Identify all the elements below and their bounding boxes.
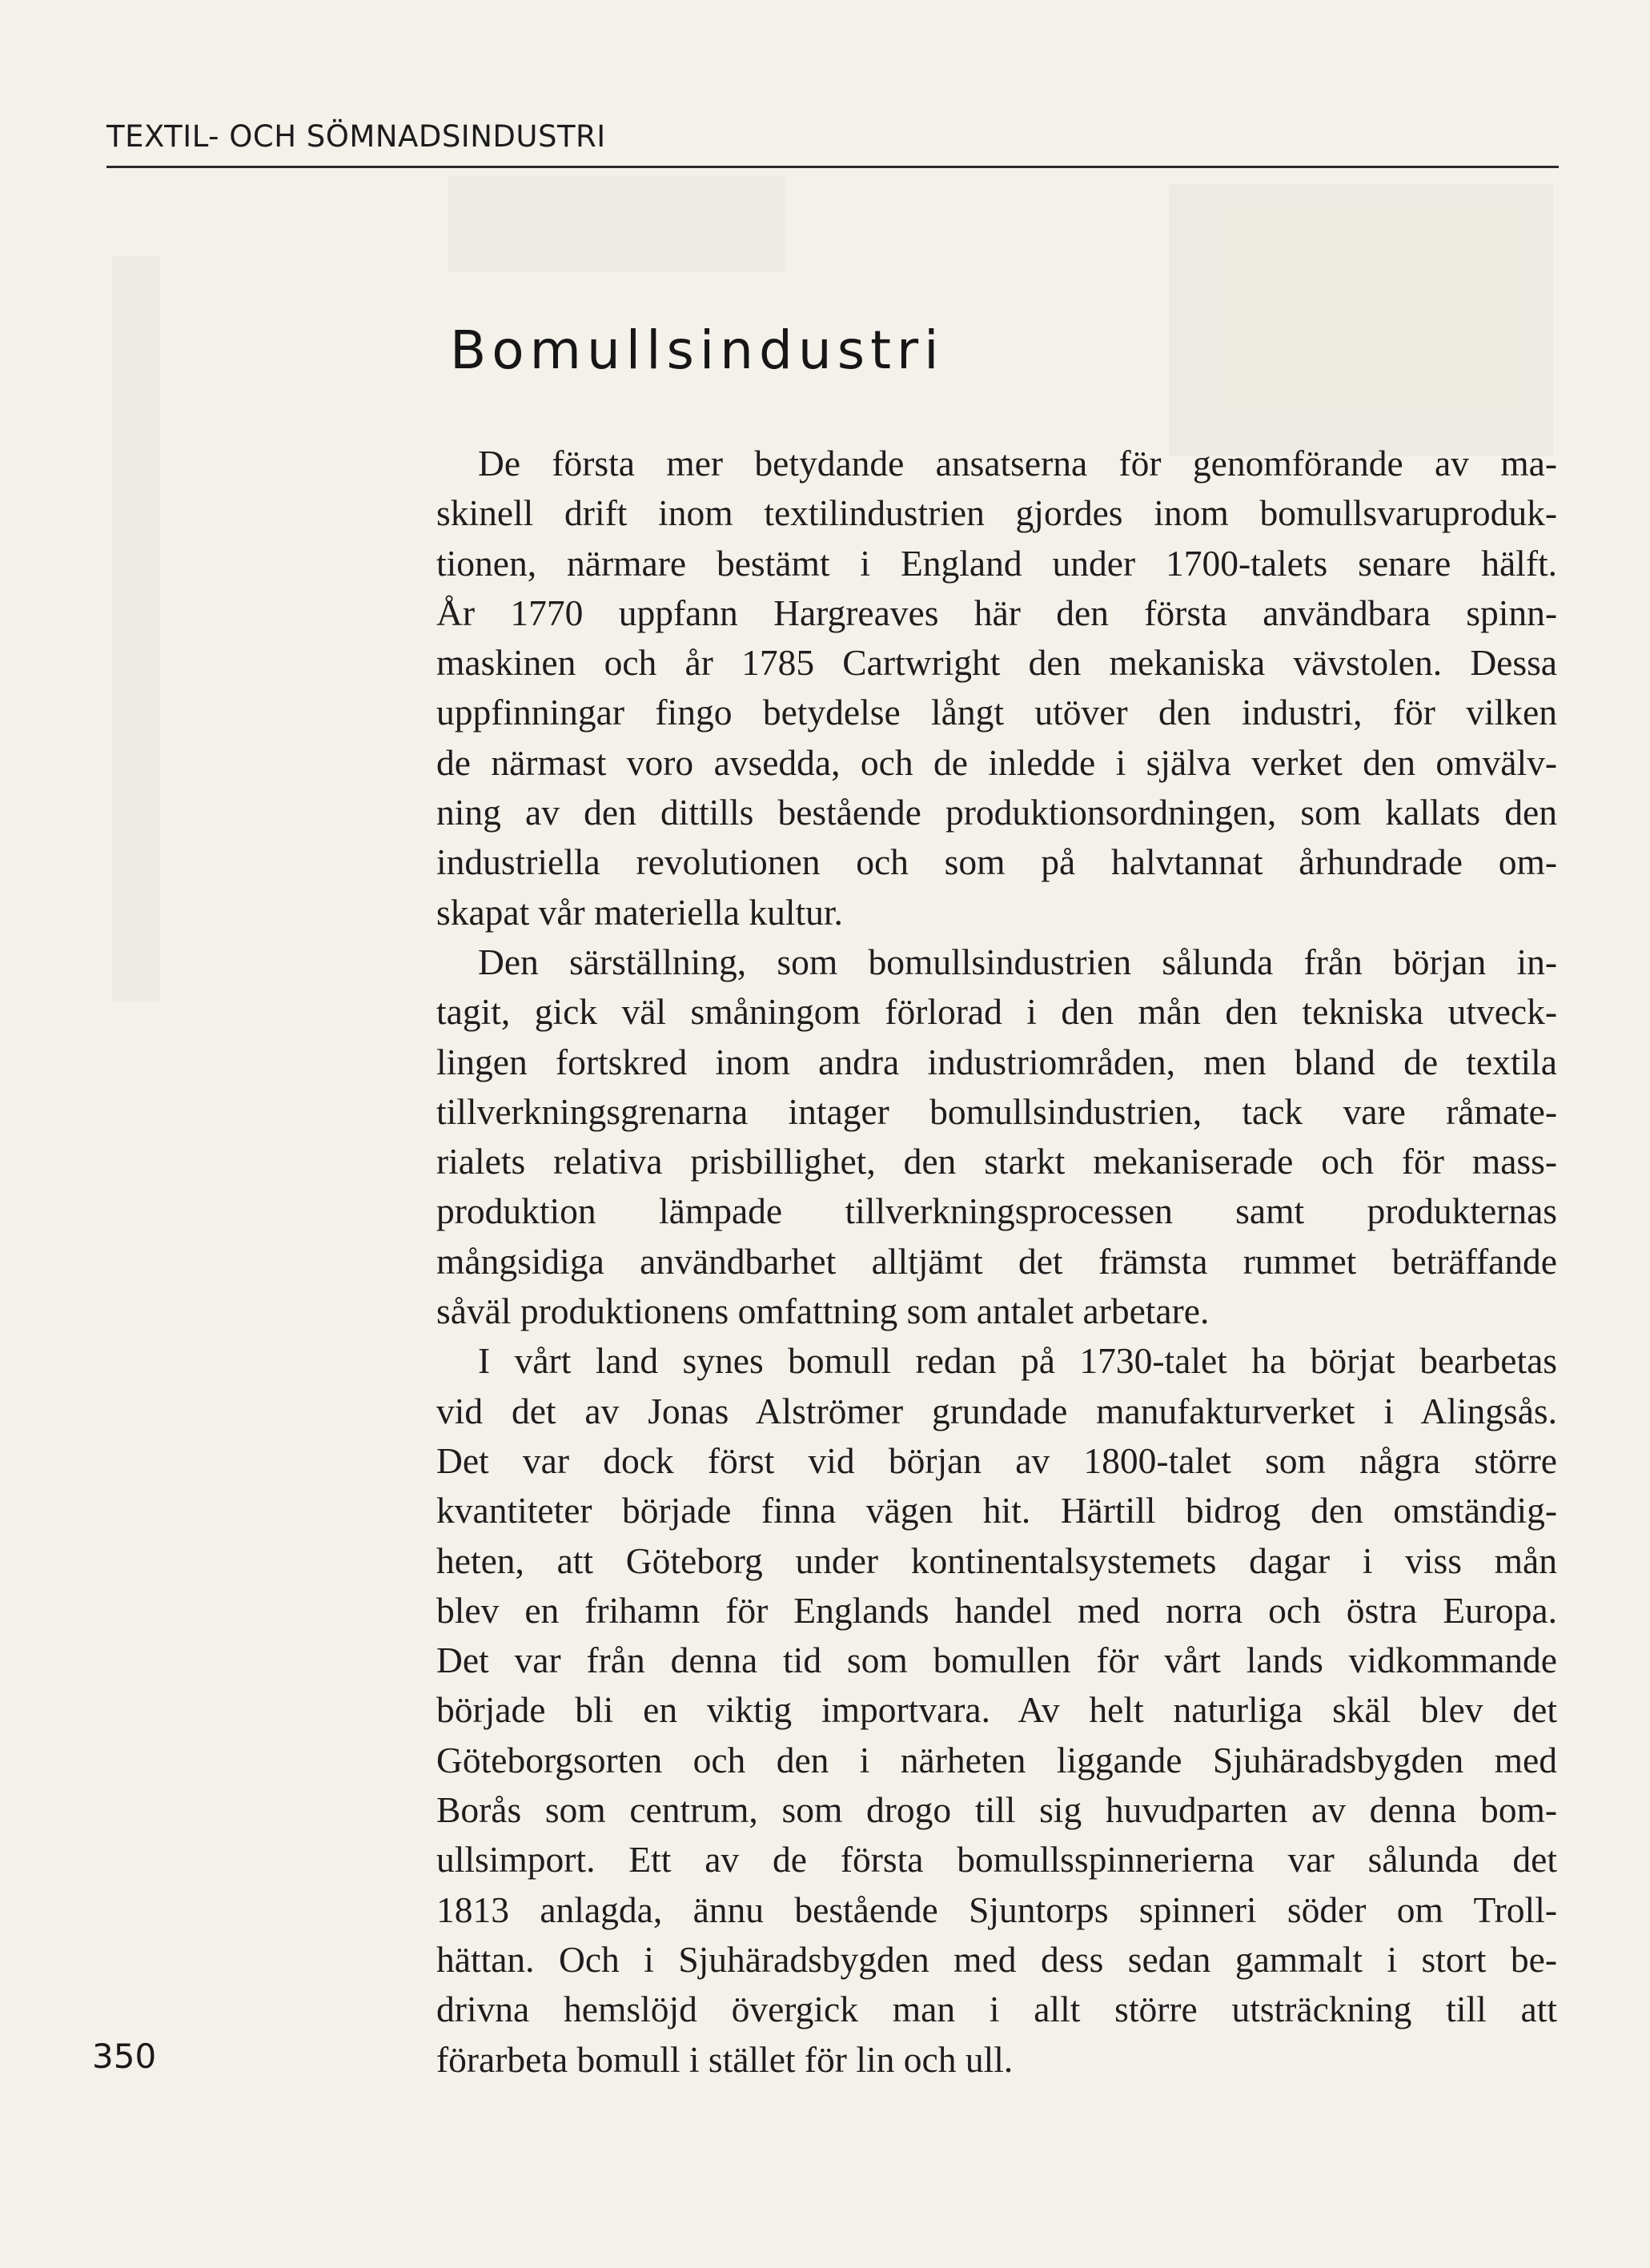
text-line: ullsimport. Ett av de första bomullsspinnerierna var sålunda det	[436, 1839, 1557, 1881]
text-line: 1813 anlagda, ännu bestående Sjuntorps spinneri söder om Troll-	[436, 1889, 1557, 1930]
text-line: ning av den dittills bestående produktionsordningen, som kallats den	[436, 792, 1557, 833]
text-line: industriella revolutionen och som på halvtannat århundrade om-	[436, 841, 1557, 883]
text-line: tagit, gick väl småningom förlorad i den mån den tekniska utveck-	[436, 991, 1557, 1033]
text-line: Den särställning, som bomullsindustrien sålunda från början in-	[478, 941, 1557, 982]
body-text	[436, 439, 1557, 2085]
show-through-shading	[448, 176, 785, 272]
text-line: rialets relativa prisbillighet, den starkt mekaniserade och för mass-	[436, 1141, 1557, 1182]
text-line: tionen, närmare bestämt i England under 1700-talets senare hälft.	[436, 542, 1557, 584]
text-line: hättan. Och i Sjuhäradsbygden med dess sedan gammalt i stort be-	[436, 1938, 1557, 1980]
text-line: I vårt land synes bomull redan på 1730-talet ha börjat bearbetas	[478, 1340, 1557, 1382]
text-line: började bli en viktig importvara. Av helt naturliga skäl blev det	[436, 1689, 1557, 1731]
paragraph-1	[436, 439, 1557, 937]
page-number: 350	[92, 2037, 157, 2076]
text-line: vid det av Jonas Alströmer grundade manufakturverket i Alingsås.	[436, 1390, 1557, 1431]
text-line: Borås som centrum, som drogo till sig huvudparten av denna bom-	[436, 1789, 1557, 1831]
text-line: skinell drift inom textilindustrien gjordes inom bomullsvaruproduk-	[436, 492, 1557, 534]
text-line: blev en frihamn för Englands handel med norra och östra Europa.	[436, 1589, 1557, 1631]
text-line: produktion lämpade tillverkningsprocessen samt produkternas	[436, 1190, 1557, 1232]
text-line: Det var dock först vid början av 1800-talet som några större	[436, 1439, 1557, 1481]
chapter-title: Bomullsindustri	[450, 319, 945, 381]
text-line: Det var från denna tid som bomullen för vårt lands vidkommande	[436, 1640, 1557, 1681]
text-line: förarbeta bomull i stället för lin och ull.	[436, 2038, 1014, 2080]
show-through-shading	[1169, 184, 1553, 456]
text-line: tillverkningsgrenarna intager bomullsindustrien, tack vare råmate-	[436, 1090, 1557, 1132]
header-rule	[106, 166, 1559, 168]
text-line: mångsidiga användbarhet alltjämt det främsta rummet beträffande	[436, 1240, 1557, 1282]
show-through-shading	[112, 256, 160, 1001]
paragraph-2	[436, 937, 1557, 1336]
running-head: TEXTIL- OCH SÖMNADSINDUSTRI	[106, 119, 606, 154]
paragraph-3	[436, 1336, 1557, 2084]
text-line: de närmast voro avsedda, och de inledde i själva verket den omvälv-	[436, 741, 1557, 783]
text-line: drivna hemslöjd övergick man i allt större utsträckning till att	[436, 1989, 1557, 2030]
text-line: maskinen och år 1785 Cartwright den mekaniska vävstolen. Dessa	[436, 642, 1557, 684]
text-line: kvantiteter började finna vägen hit. Härtill bidrog den omständig-	[436, 1490, 1557, 1531]
text-line: heten, att Göteborg under kontinentalsystemets dagar i viss mån	[436, 1539, 1557, 1581]
text-line: såväl produktionens omfattning som antalet arbetare.	[436, 1291, 1210, 1332]
text-line: skapat vår materiella kultur.	[436, 891, 843, 933]
text-line: År 1770 uppfann Hargreaves här den första användbara spinn-	[436, 592, 1557, 633]
text-line: lingen fortskred inom andra industriområden, men bland de textila	[436, 1041, 1557, 1082]
text-line: De första mer betydande ansatserna för genomförande av ma-	[478, 443, 1557, 484]
text-line: Göteborgsorten och den i närheten liggande Sjuhäradsbygden med	[436, 1739, 1557, 1780]
text-line: uppfinningar fingo betydelse långt utöver den industri, för vilken	[436, 692, 1557, 733]
